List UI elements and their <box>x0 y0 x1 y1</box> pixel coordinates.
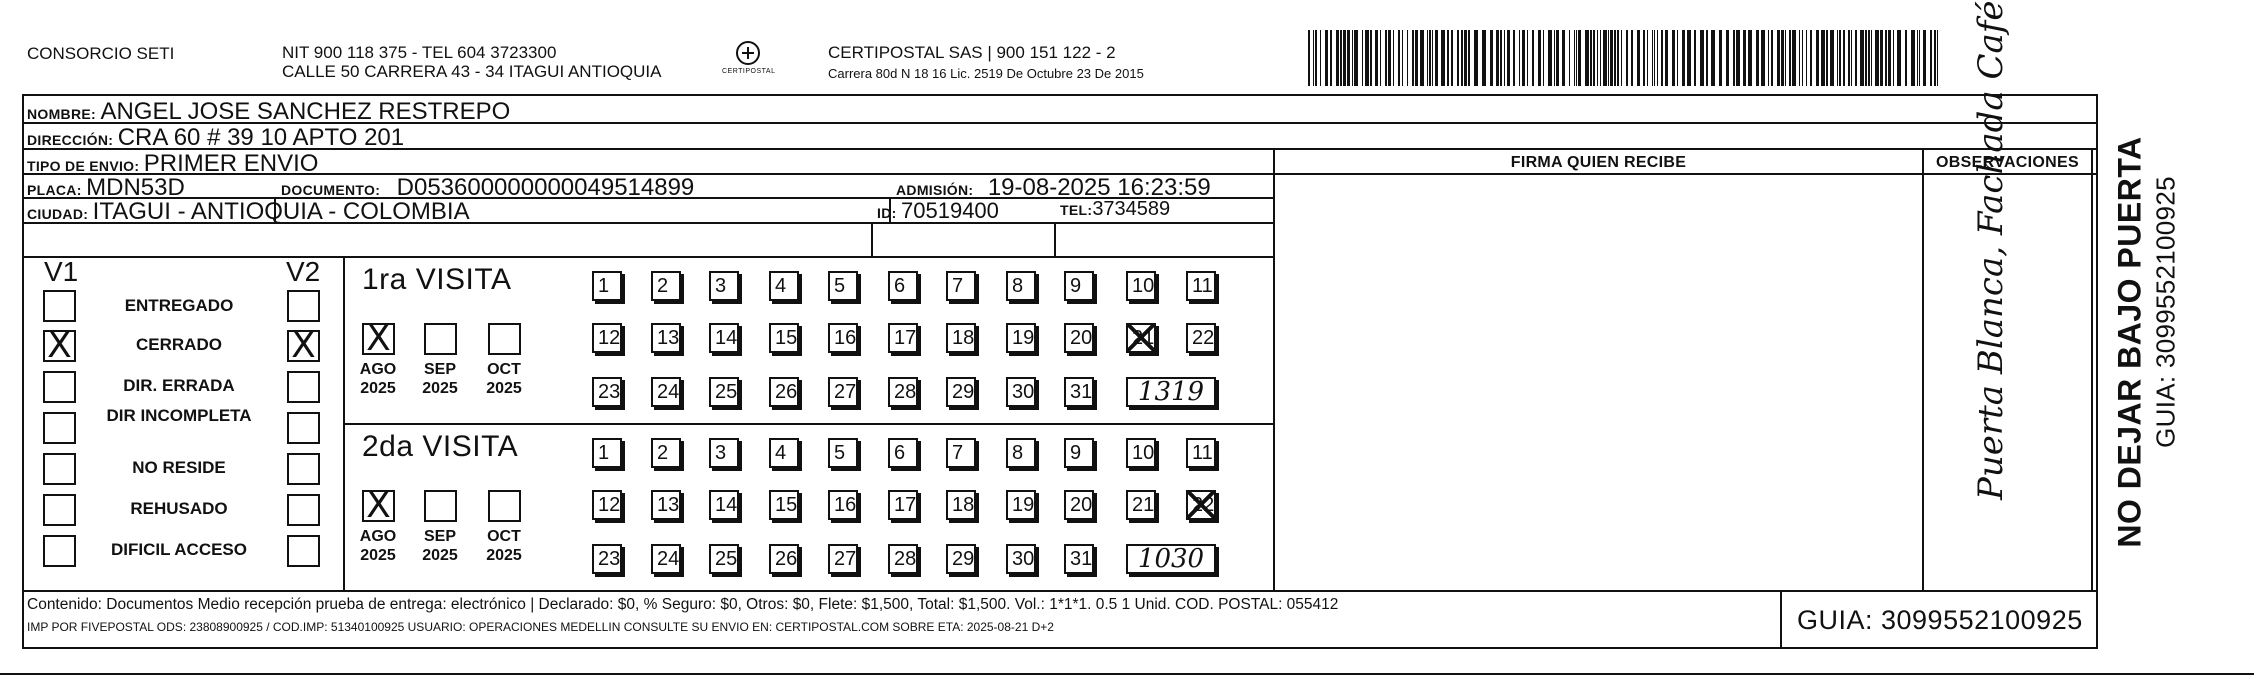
ciudad-label: CIUDAD: <box>27 206 89 222</box>
logo-text: CERTIPOSTAL <box>722 68 776 75</box>
month-checkbox-sep[interactable] <box>424 490 457 522</box>
barcode-bar <box>1464 30 1467 86</box>
month-checkbox-ago[interactable] <box>362 485 395 526</box>
barcode-bar <box>1490 30 1493 86</box>
barcode-bar <box>1468 30 1470 86</box>
month-checkbox-oct[interactable] <box>488 490 521 522</box>
barcode-bar <box>1789 30 1791 86</box>
barcode-bar <box>1513 30 1515 86</box>
admision-label: ADMISIÓN: <box>896 182 974 198</box>
handwritten-time: 1030 <box>1126 544 1216 574</box>
barcode-bar <box>1860 30 1864 86</box>
barcode-bar <box>1482 30 1486 86</box>
status-label: ENTREGADO <box>124 296 234 315</box>
status-label: DIR. ERRADA <box>123 376 235 395</box>
barcode-bar <box>1799 30 1800 86</box>
day-box-3[interactable]: 3 <box>709 271 739 301</box>
check-mark-icon: X <box>366 485 391 526</box>
documento-label: DOCUMENTO: <box>281 182 381 198</box>
barcode-bar <box>1578 30 1581 86</box>
barcode-bar <box>1461 30 1463 86</box>
day-box-18[interactable]: 18 <box>946 490 976 520</box>
day-box-28[interactable]: 28 <box>888 377 918 407</box>
barcode-bar <box>1855 30 1857 86</box>
day-box-7[interactable]: 7 <box>946 271 976 301</box>
barcode-bar <box>1562 30 1565 86</box>
day-box-4[interactable]: 4 <box>769 271 799 301</box>
day-box-31[interactable]: 31 <box>1064 544 1094 574</box>
barcode-bar <box>1398 30 1400 86</box>
ciudad-field <box>27 198 470 226</box>
barcode-bar <box>1706 30 1708 86</box>
direccion-label: DIRECCIÓN: <box>27 132 114 148</box>
month-label: SEP 2025 <box>422 528 458 564</box>
barcode-bar <box>1556 30 1559 86</box>
day-box-22[interactable]: 22 <box>1186 490 1216 520</box>
barcode-bar <box>1569 30 1570 86</box>
barcode-bar <box>1554 30 1555 86</box>
barcode-bar <box>1597 30 1598 86</box>
check-mark-icon: X <box>291 325 316 366</box>
barcode-bar <box>1643 30 1645 86</box>
barcode-bar <box>1761 30 1765 86</box>
barcode-bar <box>1610 30 1613 86</box>
barcode-bar <box>1694 30 1696 86</box>
barcode-bar <box>1608 30 1609 86</box>
barcode-bar <box>1937 30 1938 86</box>
barcode-bar <box>1365 30 1369 86</box>
day-box-16[interactable]: 16 <box>828 323 858 353</box>
barcode-bar <box>1385 30 1387 86</box>
barcode-bar <box>1810 30 1812 86</box>
barcode-bar <box>1792 30 1796 86</box>
barcode-bar <box>1756 30 1759 86</box>
barcode-bar <box>1441 30 1445 86</box>
check-mark-icon: X <box>47 325 72 366</box>
barcode-bar <box>1806 30 1807 86</box>
barcode-bar <box>1427 30 1428 86</box>
tel-label: TEL: <box>1060 202 1093 218</box>
barcode-bar <box>1771 30 1773 86</box>
barcode-bar <box>1343 30 1346 86</box>
v1-checkbox[interactable] <box>43 290 76 322</box>
day-box-16[interactable]: 16 <box>828 490 858 520</box>
day-box-10[interactable]: 10 <box>1126 438 1156 468</box>
v1-checkbox[interactable] <box>43 412 76 444</box>
barcode-bar <box>1320 30 1321 86</box>
barcode-bar <box>1370 30 1372 86</box>
barcode-bar <box>1652 30 1653 86</box>
barcode-bar <box>1504 30 1505 86</box>
barcode-bar <box>1313 30 1314 86</box>
status-label: DIFICIL ACCESO <box>110 540 247 559</box>
id-label: ID: <box>877 205 897 221</box>
barcode-bar <box>1507 30 1510 86</box>
day-box-12[interactable]: 12 <box>592 490 622 520</box>
barcode-bar <box>1816 30 1819 86</box>
day-box-21[interactable]: 21 <box>1126 323 1156 353</box>
barcode-bar <box>1826 30 1828 86</box>
barcode-bar <box>1654 30 1655 86</box>
address-line: CALLE 50 CARRERA 43 - 34 ITAGUI ANTIOQUIA <box>282 62 662 81</box>
barcode-bar <box>1593 30 1595 86</box>
barcode-bar <box>1621 30 1622 86</box>
v1-checkbox[interactable] <box>43 494 76 526</box>
barcode-bar <box>1802 30 1803 86</box>
v2-label: V2 <box>286 256 321 287</box>
footer-print-line: IMP POR FIVEPOSTAL ODS: 23808900925 / COD.IMP: 51340100925 USUARIO: OPERACIONES MEDELLIN CONSULTE SU ENVIO EN: CERTIPOSTAL.COM SOBRE ETA: 2025-08-21 D+2 <box>27 620 1054 634</box>
day-box-1[interactable]: 1 <box>592 438 622 468</box>
barcode-bar <box>1402 30 1403 86</box>
month-label: OCT 2025 <box>486 528 522 564</box>
day-box-4[interactable]: 4 <box>769 438 799 468</box>
side-guia-wrap <box>2150 127 2182 557</box>
day-box-11[interactable]: 11 <box>1186 271 1216 301</box>
v1-checkbox[interactable] <box>43 325 76 366</box>
barcode-bar <box>1330 30 1332 86</box>
day-box-5[interactable]: 5 <box>828 271 858 301</box>
status-label: CERRADO <box>136 335 222 354</box>
day-box-13[interactable]: 13 <box>651 490 681 520</box>
barcode-bar <box>1432 30 1433 86</box>
barcode-bar <box>1865 30 1867 86</box>
tel-value: 3734589 <box>1092 198 1171 220</box>
day-box-9[interactable]: 9 <box>1064 438 1094 468</box>
barcode-bar <box>1637 30 1640 86</box>
barcode-bar <box>1375 30 1378 86</box>
day-box-8[interactable]: 8 <box>1006 438 1036 468</box>
barcode-bar <box>1781 30 1784 86</box>
direccion-field <box>27 124 404 152</box>
month-checkbox-sep[interactable] <box>424 323 457 355</box>
day-box-14[interactable]: 14 <box>709 490 739 520</box>
barcode-bar <box>1315 30 1317 86</box>
barcode-bar <box>1661 30 1663 86</box>
day-box-30[interactable]: 30 <box>1006 544 1036 574</box>
barcode-bar <box>1457 30 1459 86</box>
barcode-bar <box>1362 30 1363 86</box>
check-mark-icon: X <box>366 318 391 359</box>
v2-checkbox[interactable] <box>287 290 320 322</box>
barcode-bar <box>1585 30 1589 86</box>
v1-checkbox[interactable] <box>43 371 76 403</box>
barcode-bar <box>1429 30 1431 86</box>
day-box-1[interactable]: 1 <box>592 271 622 301</box>
day-box-2[interactable]: 2 <box>651 438 681 468</box>
barcode-bar <box>1837 30 1838 86</box>
day-box-17[interactable]: 17 <box>888 490 918 520</box>
placa-value: MDN53D <box>86 174 185 201</box>
barcode-bar <box>1336 30 1339 86</box>
barcode-bar <box>1543 30 1544 86</box>
barcode <box>1308 30 1938 86</box>
barcode-bar <box>1733 30 1735 86</box>
barcode-bar <box>1347 30 1350 86</box>
barcode-bar <box>1574 30 1575 86</box>
day-box-2[interactable]: 2 <box>651 271 681 301</box>
company-name: CONSORCIO SETI <box>27 44 175 63</box>
day-box-24[interactable]: 24 <box>651 544 681 574</box>
barcode-bar <box>1325 30 1328 86</box>
certipostal-logo-icon <box>733 38 763 68</box>
day-box-27[interactable]: 27 <box>828 544 858 574</box>
barcode-bar <box>1843 30 1845 86</box>
side-guia: GUIA: 3099552100925 <box>2150 176 2181 448</box>
nit-line: NIT 900 118 375 - TEL 604 3723300 <box>282 43 557 62</box>
barcode-bar <box>1919 30 1920 86</box>
status-label: DIR INCOMPLETA <box>106 406 252 425</box>
day-box-26[interactable]: 26 <box>769 544 799 574</box>
barcode-bar <box>1777 30 1780 86</box>
direccion-value: CRA 60 # 39 10 APTO 201 <box>117 124 405 151</box>
month-label: SEP 2025 <box>422 361 458 397</box>
day-box-21[interactable]: 21 <box>1126 490 1156 520</box>
first-visit-label: 1ra VISITA <box>362 263 512 296</box>
day-box-14[interactable]: 14 <box>709 323 739 353</box>
observations-handwriting: Puerta Blanca, Fachada Café <box>1971 0 2011 500</box>
barcode-bar <box>1435 30 1438 86</box>
barcode-bar <box>1880 30 1883 86</box>
month-label: AGO 2025 <box>359 528 397 564</box>
ciudad-value: ITAGUI - ANTIOQUIA - COLOMBIA <box>92 198 470 225</box>
barcode-bar <box>1821 30 1825 86</box>
barcode-bar <box>1885 30 1887 86</box>
barcode-bar <box>1308 30 1310 86</box>
barcode-bar <box>1626 30 1628 86</box>
day-box-20[interactable]: 20 <box>1064 490 1094 520</box>
barcode-bar <box>1830 30 1834 86</box>
day-box-31[interactable]: 31 <box>1064 377 1094 407</box>
barcode-bar <box>1538 30 1541 86</box>
side-warning: NO DEJAR BAJO PUERTA <box>2111 136 2148 548</box>
barcode-bar <box>1871 30 1872 86</box>
day-box-27[interactable]: 27 <box>828 377 858 407</box>
barcode-bar <box>1576 30 1577 86</box>
v1-checkbox[interactable] <box>43 535 76 567</box>
barcode-bar <box>1352 30 1353 86</box>
v2-checkbox[interactable] <box>287 325 320 366</box>
barcode-bar <box>1657 30 1658 86</box>
day-box-19[interactable]: 19 <box>1006 323 1036 353</box>
day-box-22[interactable]: 22 <box>1186 323 1216 353</box>
barcode-bar <box>1354 30 1358 86</box>
barcode-bar <box>1496 30 1499 86</box>
day-box-23[interactable]: 23 <box>592 544 622 574</box>
nombre-value: ANGEL JOSE SANCHEZ RESTREPO <box>100 98 511 125</box>
day-box-8[interactable]: 8 <box>1006 271 1036 301</box>
tipo-label: TIPO DE ENVIO: <box>27 158 140 174</box>
barcode-bar <box>1527 30 1528 86</box>
barcode-bar <box>1851 30 1852 86</box>
day-box-5[interactable]: 5 <box>828 438 858 468</box>
admision-value: 19-08-2025 16:23:59 <box>987 174 1211 201</box>
barcode-bar <box>1522 30 1525 86</box>
barcode-bar <box>1917 30 1918 86</box>
month-checkbox-oct[interactable] <box>488 323 521 355</box>
barcode-bar <box>1631 30 1633 86</box>
barcode-bar <box>1934 30 1936 86</box>
v2-checkbox[interactable] <box>287 371 320 403</box>
barcode-bar <box>1930 30 1932 86</box>
nombre-field <box>27 98 510 126</box>
day-box-6[interactable]: 6 <box>888 271 918 301</box>
status-label: NO RESIDE <box>132 458 226 477</box>
barcode-bar <box>1911 30 1915 86</box>
barcode-bar <box>1687 30 1691 86</box>
barcode-bar <box>1412 30 1414 86</box>
placa-label: PLACA: <box>27 182 82 198</box>
day-box-7[interactable]: 7 <box>946 438 976 468</box>
v1-checkbox[interactable] <box>43 453 76 485</box>
barcode-bar <box>1726 30 1729 86</box>
firma-label: FIRMA QUIEN RECIBE <box>1510 154 1687 171</box>
barcode-bar <box>1614 30 1616 86</box>
barcode-bar <box>1500 30 1502 86</box>
day-box-30[interactable]: 30 <box>1006 377 1036 407</box>
v1-label: V1 <box>44 256 79 287</box>
barcode-bar <box>1700 30 1704 86</box>
day-box-24[interactable]: 24 <box>651 377 681 407</box>
id-field <box>877 198 999 224</box>
day-box-25[interactable]: 25 <box>709 544 739 574</box>
tipo-value: PRIMER ENVIO <box>143 150 319 177</box>
barcode-bar <box>1677 30 1678 86</box>
barcode-bar <box>1600 30 1601 86</box>
barcode-bar <box>1407 30 1408 86</box>
barcode-bar <box>1672 30 1675 86</box>
status-label: REHUSADO <box>130 499 228 518</box>
barcode-bar <box>1340 30 1342 86</box>
barcode-bar <box>1888 30 1891 86</box>
barcode-bar <box>1682 30 1685 86</box>
barcode-bar <box>1519 30 1520 86</box>
footer-content-line: Contenido: Documentos Medio recepción prueba de entrega: electrónico | Declarado: $0, % Seguro: $0, Otros: $0, Flete: $1,500, Total: $1,500. Vol.: 1*1*1. 0.5 1 Unid. COD. POSTAL: 055412 <box>27 596 1339 613</box>
barcode-bar <box>1905 30 1907 86</box>
barcode-bar <box>1420 30 1424 86</box>
day-box-26[interactable]: 26 <box>769 377 799 407</box>
handwritten-time: 1319 <box>1126 377 1216 407</box>
day-box-10[interactable]: 10 <box>1126 271 1156 301</box>
certipostal-sub: Carrera 80d N 18 16 Lic. 2519 De Octubre 23 De 2015 <box>828 66 1144 81</box>
v2-checkbox[interactable] <box>287 535 320 567</box>
day-box-11[interactable]: 11 <box>1186 438 1216 468</box>
barcode-bar <box>1393 30 1394 86</box>
barcode-bar <box>1451 30 1453 86</box>
day-box-19[interactable]: 19 <box>1006 490 1036 520</box>
day-box-15[interactable]: 15 <box>769 323 799 353</box>
barcode-bar <box>1748 30 1752 86</box>
day-box-3[interactable]: 3 <box>709 438 739 468</box>
barcode-bar <box>1474 30 1478 86</box>
barcode-bar <box>1711 30 1715 86</box>
barcode-bar <box>1875 30 1879 86</box>
barcode-bar <box>1380 30 1381 86</box>
barcode-bar <box>1590 30 1592 86</box>
barcode-bar <box>1447 30 1449 86</box>
v2-checkbox[interactable] <box>287 412 320 444</box>
barcode-bar <box>1647 30 1648 86</box>
id-value: 70519400 <box>901 198 999 223</box>
observaciones-label: OBSERVACIONES <box>1936 154 2079 171</box>
day-box-6[interactable]: 6 <box>888 438 918 468</box>
month-label: OCT 2025 <box>486 361 522 397</box>
barcode-bar <box>1768 30 1769 86</box>
barcode-bar <box>1532 30 1534 86</box>
barcode-bar <box>1719 30 1722 86</box>
barcode-bar <box>1617 30 1619 86</box>
barcode-bar <box>1736 30 1740 86</box>
barcode-bar <box>1785 30 1786 86</box>
barcode-bar <box>1548 30 1552 86</box>
barcode-bar <box>1848 30 1850 86</box>
day-box-17[interactable]: 17 <box>888 323 918 353</box>
barcode-bar <box>1923 30 1926 86</box>
barcode-bar <box>1897 30 1901 86</box>
day-box-20[interactable]: 20 <box>1064 323 1094 353</box>
barcode-bar <box>1868 30 1870 86</box>
day-box-28[interactable]: 28 <box>888 544 918 574</box>
day-box-23[interactable]: 23 <box>592 377 622 407</box>
day-box-15[interactable]: 15 <box>769 490 799 520</box>
day-box-13[interactable]: 13 <box>651 323 681 353</box>
second-visit-label: 2da VISITA <box>362 430 519 463</box>
documento-value: D053600000000049514899 <box>396 174 695 201</box>
day-box-29[interactable]: 29 <box>946 377 976 407</box>
tel-field <box>1060 198 1170 221</box>
day-box-25[interactable]: 25 <box>709 377 739 407</box>
day-box-9[interactable]: 9 <box>1064 271 1094 301</box>
barcode-bar <box>1415 30 1418 86</box>
barcode-bar <box>1603 30 1607 86</box>
footer-guia: GUIA: 3099552100925 <box>1797 605 2083 635</box>
day-box-18[interactable]: 18 <box>946 323 976 353</box>
day-box-29[interactable]: 29 <box>946 544 976 574</box>
nombre-label: NOMBRE: <box>27 106 96 122</box>
certipostal-line: CERTIPOSTAL SAS | 900 151 122 - 2 <box>828 43 1116 62</box>
barcode-bar <box>1893 30 1894 86</box>
month-checkbox-ago[interactable] <box>362 318 395 359</box>
side-warning-wrap <box>2110 127 2150 557</box>
barcode-bar <box>1743 30 1746 86</box>
v2-checkbox[interactable] <box>287 453 320 485</box>
barcode-bar <box>1388 30 1391 86</box>
month-label: AGO 2025 <box>359 361 397 397</box>
v2-checkbox[interactable] <box>287 494 320 526</box>
barcode-bar <box>1665 30 1668 86</box>
day-box-12[interactable]: 12 <box>592 323 622 353</box>
barcode-bar <box>1839 30 1841 86</box>
